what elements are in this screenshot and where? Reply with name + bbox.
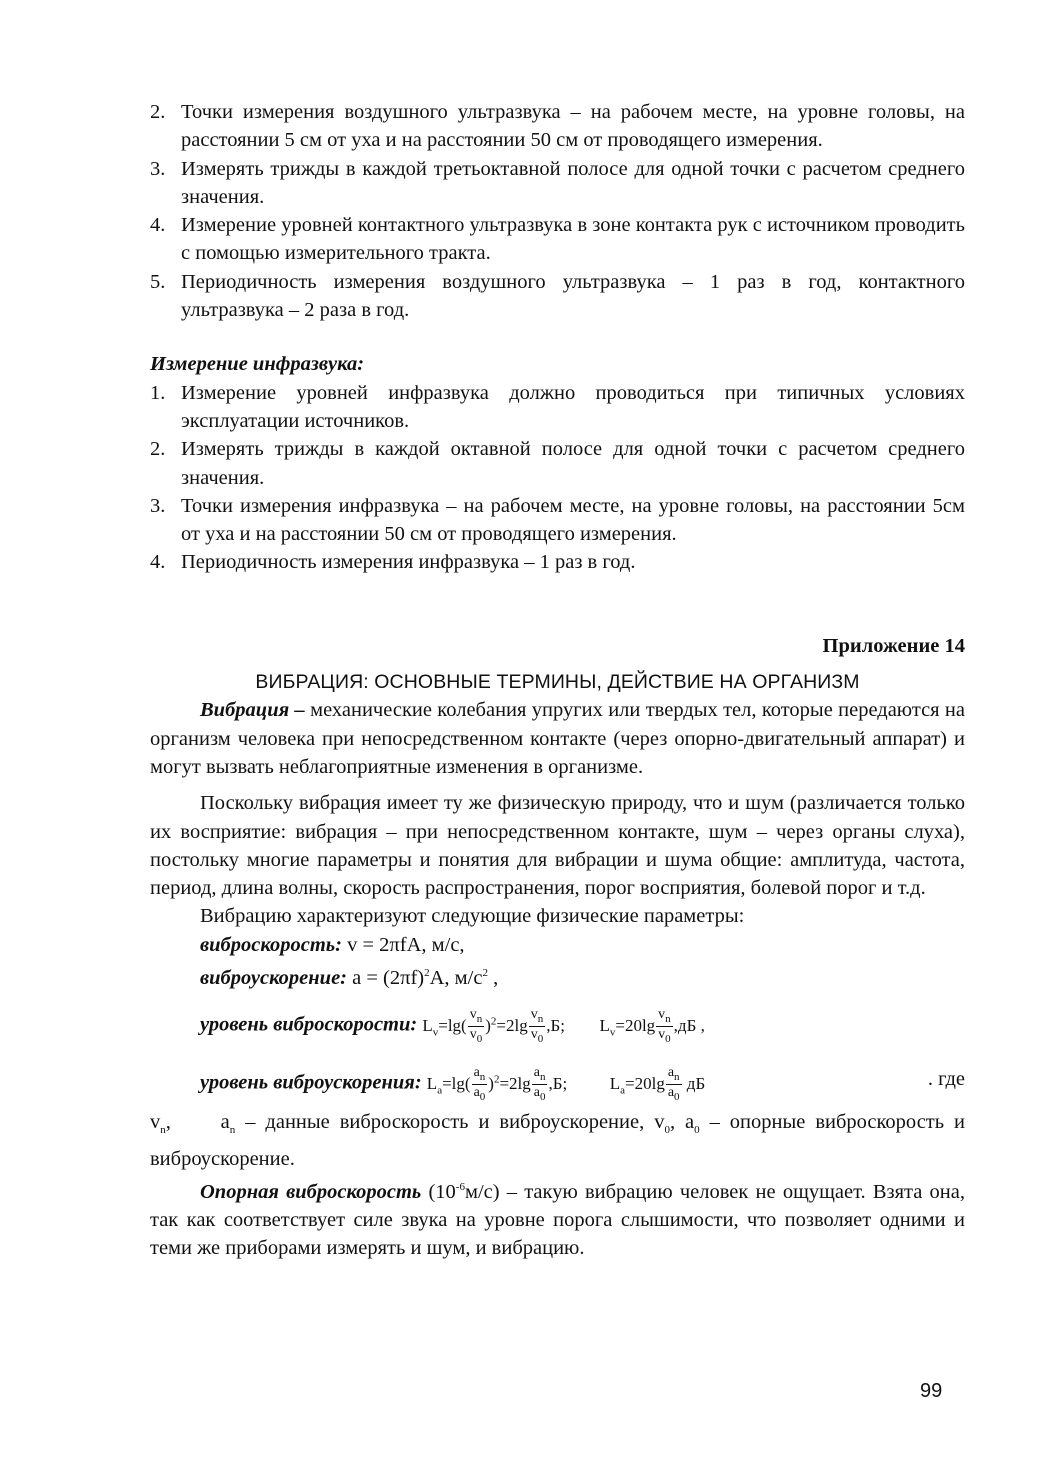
fraction-denominator (532, 1085, 548, 1105)
formula-subscript: v (609, 1026, 616, 1039)
formula-text: =20lg (615, 1015, 656, 1035)
acceleration-exponent: 2 (424, 967, 430, 980)
symbol-subscript: n (160, 1124, 166, 1137)
formula-symbol: L (609, 1073, 621, 1093)
formula-symbol: a (533, 1085, 540, 1101)
where-paragraph: $v_n$, $a_n$ – данные виброскорость и виброускорение, $v_0$, $a_0$ – опорные виброскорость и виброускорение. (150, 1111, 966, 1170)
formula-symbol: a (667, 1064, 675, 1080)
list-item (150, 98, 965, 155)
formula-text: ) (485, 1015, 491, 1035)
page-content (150, 98, 965, 1263)
velocity-level-label: уровень виброскорости: (200, 1013, 418, 1036)
formula-subscript: n (665, 1012, 671, 1025)
fraction-denominator (472, 1085, 488, 1105)
appendix-label: Приложение 14 (822, 634, 965, 657)
section-title: ВИБРАЦИЯ: ОСНОВНЫЕ ТЕРМИНЫ, ДЕЙСТВИЕ НА ОРГАНИЗМ (255, 671, 860, 694)
acceleration-unit-exponent: 2 (482, 967, 488, 980)
formula-unit: дБ (682, 1073, 706, 1093)
list-number: 2. (150, 438, 166, 461)
formula-symbol: L (599, 1015, 610, 1035)
formula-text: =lg( (438, 1015, 467, 1035)
fraction (656, 1007, 673, 1048)
page-number: 99 (920, 1380, 943, 1402)
formula-symbol: a (473, 1064, 480, 1080)
list-number: 5. (150, 270, 166, 293)
formula-text: =lg( (442, 1073, 471, 1093)
formula-subscript: a (437, 1084, 443, 1097)
formula-symbol: L (422, 1015, 433, 1035)
formula-tail: . где (927, 1068, 965, 1091)
list-number: 2. (150, 101, 166, 123)
fraction (472, 1065, 488, 1106)
acceleration-level-line (150, 1050, 965, 1108)
symbol-subscript: n (229, 1124, 236, 1137)
list-item (150, 492, 965, 549)
fraction-denominator (468, 1027, 485, 1047)
velocity-level-line (150, 992, 965, 1050)
fraction-denominator (529, 1027, 546, 1047)
list-text: Периодичность измерения инфразвука – 1 раз в год. (181, 551, 636, 574)
formula-symbol: v (530, 1006, 538, 1022)
formula-subscript: n (674, 1070, 680, 1083)
formula-symbol: v (658, 1006, 666, 1022)
list-item (150, 435, 965, 492)
symbol-subscript: 0 (694, 1124, 700, 1137)
infrasound-heading: Измерение инфразвука: (150, 353, 365, 376)
list-text: Точки измерения инфразвука – на рабочем месте, на уровне головы, на расстоянии 5см от уха и на расстоянии 50 см от проводящего измерения. (181, 494, 965, 546)
list-number: 3. (150, 157, 166, 180)
formula-subscript: v (432, 1026, 439, 1039)
formula-symbol: v (658, 1027, 666, 1043)
definition-term: Вибрация – (200, 699, 305, 722)
formula-subscript: n (539, 1070, 546, 1083)
symbol: v (654, 1111, 665, 1134)
symbol: a (685, 1111, 695, 1134)
formula-text: =2lg (499, 1073, 531, 1093)
reference-unit: м/с) (464, 1180, 500, 1203)
list-text: Точки измерения воздушного ультразвука – на рабочем месте, на уровне головы, на расстоянии 5 см от уха и на расстоянии 50 см от проводящего измерения. (181, 101, 965, 152)
fraction-numerator (532, 1065, 548, 1086)
fraction-numerator (468, 1007, 485, 1028)
list-text: Измерение уровней инфразвука должно проводиться при типичных условиях эксплуатации источников. (181, 381, 965, 432)
formula-subscript: n (479, 1070, 486, 1083)
list-text: Измерение уровней контактного ультразвука в зоне контакта рук с источником проводить с помощью измерительного тракта. (181, 214, 965, 265)
formula-subscript: 0 (539, 1091, 546, 1104)
formula-symbol: v (530, 1027, 538, 1043)
infrasound-list (150, 379, 965, 577)
formula-unit: ,дБ , (673, 1015, 705, 1035)
formula-subscript: n (537, 1012, 544, 1025)
reference-text: – такую вибрацию человек не ощущает. Взята она, так как соответствует силе звука на уровне порога слышимости, что позволяет одними и теми же приборами измерять и шум, и вибрацию. (150, 1180, 965, 1260)
list-text: Измерять трижды в каждой октавной полосе для одной точки с расчетом среднего значения. (181, 438, 965, 489)
reference-velocity-paragraph (150, 1173, 965, 1263)
formula-exponent: 2 (490, 1015, 497, 1028)
list-item (150, 548, 965, 576)
list-item (150, 268, 965, 325)
velocity-label: виброскорость: (200, 933, 342, 956)
fraction (666, 1065, 682, 1106)
params-intro: Вибрацию характеризуют следующие физические параметры: (200, 905, 745, 928)
fraction-denominator (656, 1027, 673, 1047)
formula-symbol: a (473, 1085, 480, 1101)
fraction-numerator (529, 1007, 546, 1028)
velocity-line (150, 931, 965, 959)
fraction-numerator (666, 1065, 682, 1086)
formula-subscript: 0 (479, 1091, 486, 1104)
acceleration-formula-b: A, м/с (429, 966, 483, 989)
symbol-subscript: 0 (664, 1124, 670, 1137)
formula-subscript: 0 (665, 1033, 671, 1046)
fraction-numerator (472, 1065, 488, 1086)
list-item (150, 211, 965, 268)
velocity-level-formula (422, 1006, 705, 1046)
formula-subscript: 0 (476, 1033, 483, 1046)
formula-symbol: v (469, 1006, 477, 1022)
fraction (468, 1007, 485, 1048)
reference-term: Опорная виброскорость (200, 1180, 422, 1203)
list-item (150, 155, 965, 212)
formula-symbol: a (533, 1064, 540, 1080)
fraction (529, 1007, 546, 1048)
formula-symbol: L (426, 1073, 438, 1093)
acceleration-level-formula (426, 1064, 706, 1104)
acceleration-formula-a: a = (2πf) (347, 966, 425, 989)
where-text: – опорные виброскорость и виброускорение. (150, 1111, 966, 1170)
formula-text: =20lg (625, 1073, 665, 1093)
list-text: Измерять трижды в каждой третьоктавной полосе для одной точки с расчетом среднего значения. (181, 157, 965, 208)
list-text: Периодичность измерения воздушного ультразвука – 1 раз в год, контактного ультразвука – 2 раза в год. (181, 270, 965, 322)
reference-exponent: -6 (455, 1180, 465, 1193)
acceleration-level-label: уровень виброускорения: (200, 1071, 422, 1094)
formula-subscript: 0 (674, 1091, 680, 1104)
fraction-denominator (666, 1085, 682, 1105)
where-text: – данные виброскорость и виброускорение, (235, 1111, 655, 1134)
formula-text: ) (488, 1073, 494, 1093)
formula-symbol: a (667, 1085, 675, 1101)
velocity-formula: v = 2πfA, м/с, (342, 933, 465, 956)
nature-paragraph: Поскольку вибрация имеет ту же физическую природу, что и шум (различается только их восприятие: вибрация – при непосредственном контакте, шум – через органы слуха), постольку многие параметры и понятия для вибрации и шума общие: амплитуда, частота, период, длина волны, скорость распространения, порог восприятия, болевой порог и т.д. (150, 792, 965, 900)
formula-unit: ,Б; (548, 1073, 568, 1093)
formula-unit: ,Б; (546, 1015, 565, 1035)
formula-subscript: a (620, 1084, 626, 1097)
list-number: 1. (150, 381, 166, 404)
list-number: 4. (150, 214, 166, 237)
list-number: 3. (150, 494, 166, 517)
acceleration-line (150, 959, 965, 992)
acceleration-tail: , (487, 966, 499, 989)
formula-text: =2lg (496, 1015, 528, 1035)
definition-paragraph (150, 696, 965, 781)
formula-subscript: 0 (537, 1033, 544, 1046)
symbol: a (220, 1111, 230, 1134)
formula-symbol: v (469, 1027, 477, 1043)
formula-exponent: 2 (493, 1073, 500, 1086)
acceleration-label: виброускорение: (200, 966, 347, 989)
ultrasound-list (150, 98, 965, 324)
formula-subscript: n (476, 1012, 483, 1025)
list-number: 4. (150, 551, 166, 574)
reference-value: (10 (421, 1180, 456, 1203)
list-item (150, 379, 965, 436)
symbol: v (150, 1111, 161, 1134)
fraction (532, 1065, 548, 1106)
fraction-numerator (656, 1007, 673, 1028)
definition-text: механические колебания упругих или твердых тел, которые передаются на организм человека при непосредственном контакте (через опорно-двигательный аппарат) и могут вызвать неблагоприятные изменения в организме. (150, 699, 966, 778)
